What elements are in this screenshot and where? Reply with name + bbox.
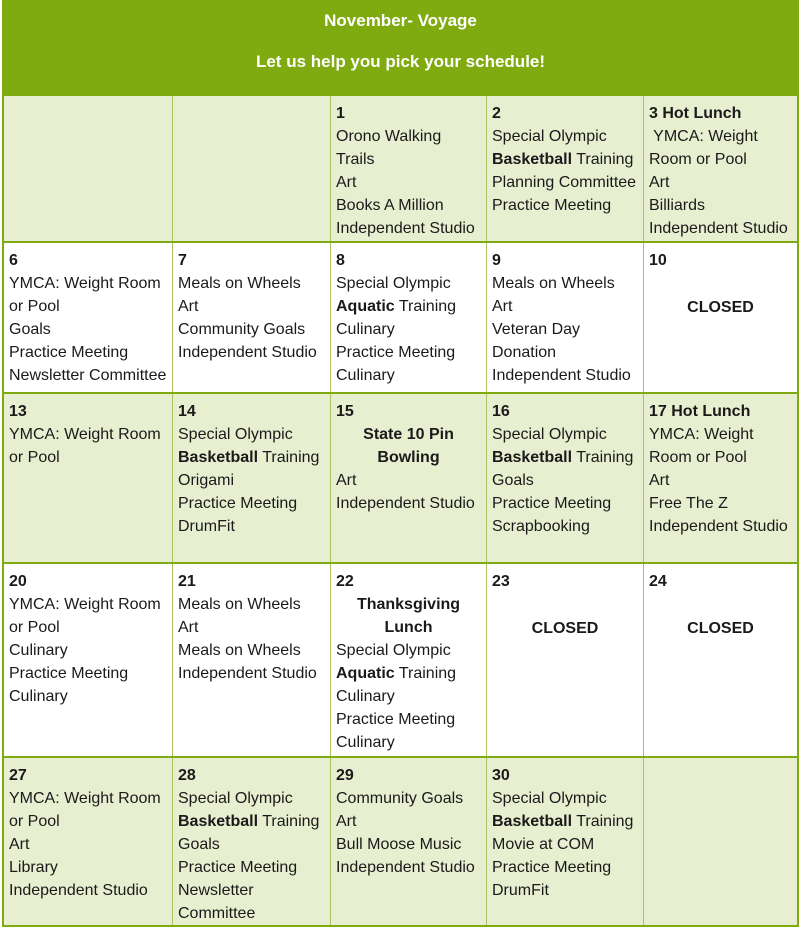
activity-item: Practice Meeting — [492, 197, 612, 214]
activity-item: Culinary — [9, 688, 68, 705]
activity-item: Culinary — [9, 642, 68, 659]
activity-item: Independent Studio — [492, 367, 631, 384]
activity-item: Committee — [178, 905, 256, 922]
closed-label: CLOSED — [687, 299, 754, 316]
day-number: 13 — [9, 403, 27, 420]
activity-item: Books A Million — [336, 197, 444, 214]
activity-item: Meals on Wheels — [492, 275, 615, 292]
activity-item: Community Goals — [336, 790, 464, 807]
activity-item: Practice Meeting — [492, 859, 612, 876]
day-cell — [172, 394, 330, 562]
activity-item: Art — [178, 619, 199, 636]
day-cell — [643, 96, 797, 241]
day-cell — [172, 564, 330, 756]
day-number: 3 Hot Lunch — [649, 105, 742, 122]
day-cell — [643, 243, 797, 392]
activity-item: Independent Studio — [336, 220, 475, 237]
week-row — [4, 241, 797, 392]
activity-item: or Pool — [9, 813, 60, 830]
activity-item: YMCA: Weight Room — [9, 596, 161, 613]
day-number: 15 — [336, 403, 354, 420]
activity-item: Trails — [336, 151, 375, 168]
activity-item: Meals on Wheels — [178, 596, 301, 613]
activity-highlight: Aquatic — [336, 665, 395, 682]
day-number: 21 — [178, 573, 196, 590]
activity-item: Art — [178, 298, 199, 315]
day-number: 7 — [178, 252, 187, 269]
day-cell — [486, 758, 643, 925]
activity-item: Practice Meeting — [178, 859, 298, 876]
activity-item: Goals — [492, 472, 534, 489]
activity-item: Aquatic Training — [336, 298, 457, 315]
activity-item: Meals on Wheels — [178, 642, 301, 659]
activity-item: Thanksgiving — [356, 596, 461, 613]
day-number: 9 — [492, 252, 501, 269]
activity-item: Practice Meeting — [178, 495, 298, 512]
activity-item: Independent Studio — [649, 220, 788, 237]
activity-item: Special Olympic — [178, 790, 293, 807]
activity-item: Art — [336, 472, 357, 489]
activity-item: Art — [336, 174, 357, 191]
activity-item: Culinary — [336, 321, 395, 338]
day-number: 6 — [9, 252, 18, 269]
activity-item: Scrapbooking — [492, 518, 590, 535]
day-cell — [486, 243, 643, 392]
closed-label: CLOSED — [531, 620, 599, 637]
day-number: 29 — [336, 767, 354, 784]
activity-item: Basketball Training — [492, 813, 634, 830]
day-cell — [486, 564, 643, 756]
activity-item: Culinary — [336, 734, 395, 751]
activity-item: Goals — [9, 321, 51, 338]
day-cell — [4, 96, 172, 241]
activity-item: Origami — [178, 472, 235, 489]
activity-item: Library — [9, 859, 58, 876]
day-cell — [4, 243, 172, 392]
day-number: 17 Hot Lunch — [649, 403, 751, 420]
activity-item: Orono Walking — [336, 128, 442, 145]
activity-item: Goals — [178, 836, 220, 853]
activity-item: Special Olympic — [178, 426, 293, 443]
closed-label: CLOSED — [687, 620, 754, 637]
day-cell — [172, 96, 330, 241]
activity-item: Aquatic Training — [336, 665, 457, 682]
activity-item: Free The Z — [649, 495, 728, 512]
calendar-subtitle: Let us help you pick your schedule! — [255, 52, 546, 71]
activity-item: YMCA: Weight Room — [9, 275, 161, 292]
activity-item: or Pool — [9, 619, 60, 636]
day-number: 16 — [492, 403, 510, 420]
activity-item: Basketball Training — [178, 813, 320, 830]
day-cell — [172, 243, 330, 392]
activity-item: Special Olympic — [492, 128, 607, 145]
day-cell — [643, 394, 797, 562]
day-number: 2 — [492, 105, 501, 122]
activity-item: Basketball Training — [492, 449, 634, 466]
calendar-table — [2, 0, 799, 927]
activity-item: Practice Meeting — [336, 344, 456, 361]
day-cell — [4, 564, 172, 756]
activity-item: Special Olympic — [336, 642, 451, 659]
activity-item: Bowling — [377, 449, 440, 466]
activity-item: DrumFit — [178, 518, 235, 535]
activity-item: Art — [492, 298, 513, 315]
activity-item: YMCA: Weight Room — [9, 790, 161, 807]
day-number: 27 — [9, 767, 27, 784]
activity-item: State 10 Pin — [363, 426, 454, 443]
activity-item: Practice Meeting — [9, 344, 129, 361]
activity-item: DrumFit — [492, 882, 549, 899]
activity-highlight: Basketball — [178, 813, 259, 830]
activity-item: Practice Meeting — [9, 665, 129, 682]
day-number: 1 — [336, 105, 345, 122]
activity-item: Art — [336, 813, 357, 830]
calendar-title: November- Voyage — [324, 11, 477, 30]
activity-item: Meals on Wheels — [178, 275, 301, 292]
calendar-header — [4, 2, 797, 94]
activity-item: Planning Committee — [492, 174, 637, 191]
activity-highlight: Basketball — [492, 449, 573, 466]
activity-item: Billiards — [649, 197, 706, 214]
day-cell — [643, 758, 797, 925]
day-cell — [330, 564, 486, 756]
day-number: 8 — [336, 252, 345, 269]
day-cell — [486, 394, 643, 562]
week-row — [4, 756, 797, 925]
activity-item: Community Goals — [178, 321, 306, 338]
activity-item: Art — [9, 836, 30, 853]
activity-item: Special Olympic — [492, 790, 607, 807]
activity-item: YMCA: Weight — [649, 426, 754, 443]
day-cell — [330, 394, 486, 562]
activity-item: Practice Meeting — [336, 711, 456, 728]
activity-item: Veteran Day — [492, 321, 581, 338]
activity-highlight: Basketball — [492, 813, 573, 830]
activity-item: Special Olympic — [336, 275, 451, 292]
activity-item: Independent Studio — [178, 665, 317, 682]
day-cell — [4, 758, 172, 925]
activity-item: YMCA: Weight — [649, 128, 758, 145]
day-cell — [330, 758, 486, 925]
activity-item: Room or Pool — [649, 449, 747, 466]
activity-item: Basketball Training — [178, 449, 320, 466]
week-row — [4, 94, 797, 241]
week-row — [4, 562, 797, 756]
activity-item: Independent Studio — [178, 344, 317, 361]
activity-item: Donation — [492, 344, 557, 361]
day-number: 14 — [178, 403, 196, 420]
day-number: 20 — [9, 573, 27, 590]
activity-item: or Pool — [9, 449, 60, 466]
activity-highlight: Aquatic — [336, 298, 395, 315]
activity-item: Lunch — [384, 619, 433, 636]
week-row — [4, 392, 797, 562]
day-number: 10 — [649, 252, 667, 269]
activity-item: Art — [649, 174, 670, 191]
day-number: 28 — [178, 767, 196, 784]
day-cell — [486, 96, 643, 241]
activity-item: Room or Pool — [649, 151, 747, 168]
activity-item: Movie at COM — [492, 836, 595, 853]
day-cell — [330, 96, 486, 241]
activity-item: Culinary — [336, 367, 395, 384]
activity-highlight: Basketball — [178, 449, 259, 466]
activity-item: Art — [649, 472, 670, 489]
activity-item: Newsletter Committee — [9, 367, 167, 384]
day-number: 24 — [649, 573, 667, 590]
activity-item: Culinary — [336, 688, 395, 705]
activity-item: Special Olympic — [492, 426, 607, 443]
day-cell — [330, 243, 486, 392]
activity-item: Basketball Training — [492, 151, 634, 168]
day-cell — [4, 394, 172, 562]
day-cell — [643, 564, 797, 756]
activity-item: YMCA: Weight Room — [9, 426, 161, 443]
activity-item: or Pool — [9, 298, 60, 315]
activity-highlight: Basketball — [492, 151, 573, 168]
activity-item: Newsletter — [178, 882, 254, 899]
activity-item: Independent Studio — [336, 859, 475, 876]
activity-item: Independent Studio — [9, 882, 148, 899]
activity-item: Independent Studio — [336, 495, 475, 512]
day-cell — [172, 758, 330, 925]
activity-item: Independent Studio — [649, 518, 788, 535]
day-number: 22 — [336, 573, 354, 590]
activity-item: Practice Meeting — [492, 495, 612, 512]
activity-item: Bull Moose Music — [336, 836, 462, 853]
day-number: 30 — [492, 767, 510, 784]
day-number: 23 — [492, 573, 510, 590]
